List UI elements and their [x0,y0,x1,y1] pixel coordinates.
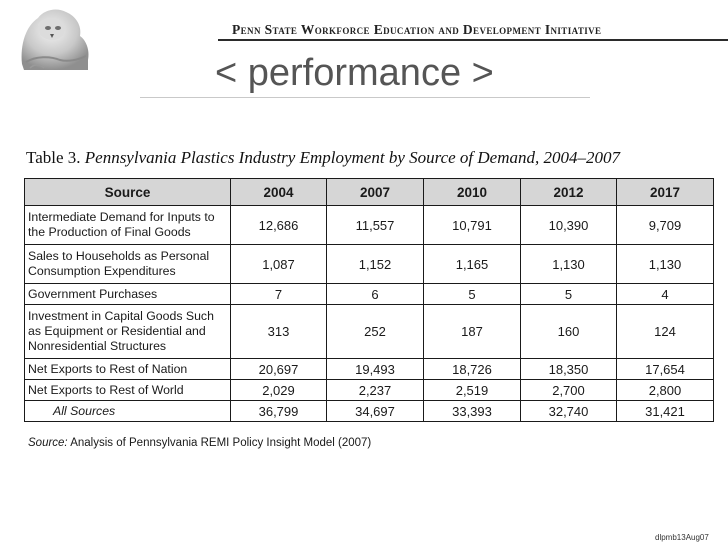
row-label: Government Purchases [25,284,231,305]
row-label: Intermediate Demand for Inputs to the Production of Final Goods [25,206,231,245]
table-cell: 1,130 [521,245,617,284]
table-cell: 6 [327,284,424,305]
table-cell: 1,087 [231,245,327,284]
column-header-2010: 2010 [424,179,521,206]
table-cell: 32,740 [521,401,617,422]
footer-code: dlpmb13Aug07 [655,533,709,542]
column-header-source: Source [25,179,231,206]
table-cell: 34,697 [327,401,424,422]
table-cell: 124 [617,305,714,359]
table-cell: 160 [521,305,617,359]
title-divider [140,97,590,98]
column-header-2004: 2004 [231,179,327,206]
table-cell: 2,029 [231,380,327,401]
table-cell: 18,350 [521,359,617,380]
table-cell: 2,237 [327,380,424,401]
row-label: Investment in Capital Goods Such as Equipment or Residential and Nonresidential Structures [25,305,231,359]
column-header-2012: 2012 [521,179,617,206]
table-cell: 17,654 [617,359,714,380]
table-cell: 4 [617,284,714,305]
table-row [25,359,714,380]
table-row [25,245,714,284]
table-cell: 2,800 [617,380,714,401]
table-caption-label: Table 3. [26,148,81,167]
table-cell: 10,791 [424,206,521,245]
organization-banner: Penn State Workforce Education and Development Initiative [232,22,602,37]
table-total-row [25,401,714,422]
table-cell: 12,686 [231,206,327,245]
source-note-label: Source: [28,437,68,449]
table-row [25,380,714,401]
slide-title: < performance > [215,52,494,94]
table-cell: 20,697 [231,359,327,380]
table-cell: 1,152 [327,245,424,284]
row-label: All Sources [25,401,231,422]
table-cell: 5 [424,284,521,305]
table-cell: 7 [231,284,327,305]
table-cell: 36,799 [231,401,327,422]
table-cell: 313 [231,305,327,359]
table-cell: 2,519 [424,380,521,401]
table-cell: 252 [327,305,424,359]
table-row [25,206,714,245]
table-cell: 187 [424,305,521,359]
row-label: Net Exports to Rest of World [25,380,231,401]
employment-table [24,178,714,422]
source-note [28,437,371,449]
table-cell: 1,165 [424,245,521,284]
source-note-text: Analysis of Pennsylvania REMI Policy Insight Model (2007) [70,437,372,449]
table-cell: 1,130 [617,245,714,284]
table-caption [26,148,620,168]
table-cell: 2,700 [521,380,617,401]
row-label: Sales to Households as Personal Consumption Expenditures [25,245,231,284]
table-cell: 31,421 [617,401,714,422]
table-cell: 5 [521,284,617,305]
table-row [25,305,714,359]
column-header-2017: 2017 [617,179,714,206]
nittany-lion-logo [16,4,94,74]
table-cell: 33,393 [424,401,521,422]
row-label: Net Exports to Rest of Nation [25,359,231,380]
table-row [25,284,714,305]
column-header-2007: 2007 [327,179,424,206]
table-cell: 18,726 [424,359,521,380]
table-cell: 9,709 [617,206,714,245]
table-cell: 11,557 [327,206,424,245]
table-cell: 19,493 [327,359,424,380]
table-caption-title: Pennsylvania Plastics Industry Employment by Source of Demand, 2004–2007 [84,148,621,167]
table-header-row [25,179,714,206]
table-cell: 10,390 [521,206,617,245]
banner-divider [218,39,728,41]
